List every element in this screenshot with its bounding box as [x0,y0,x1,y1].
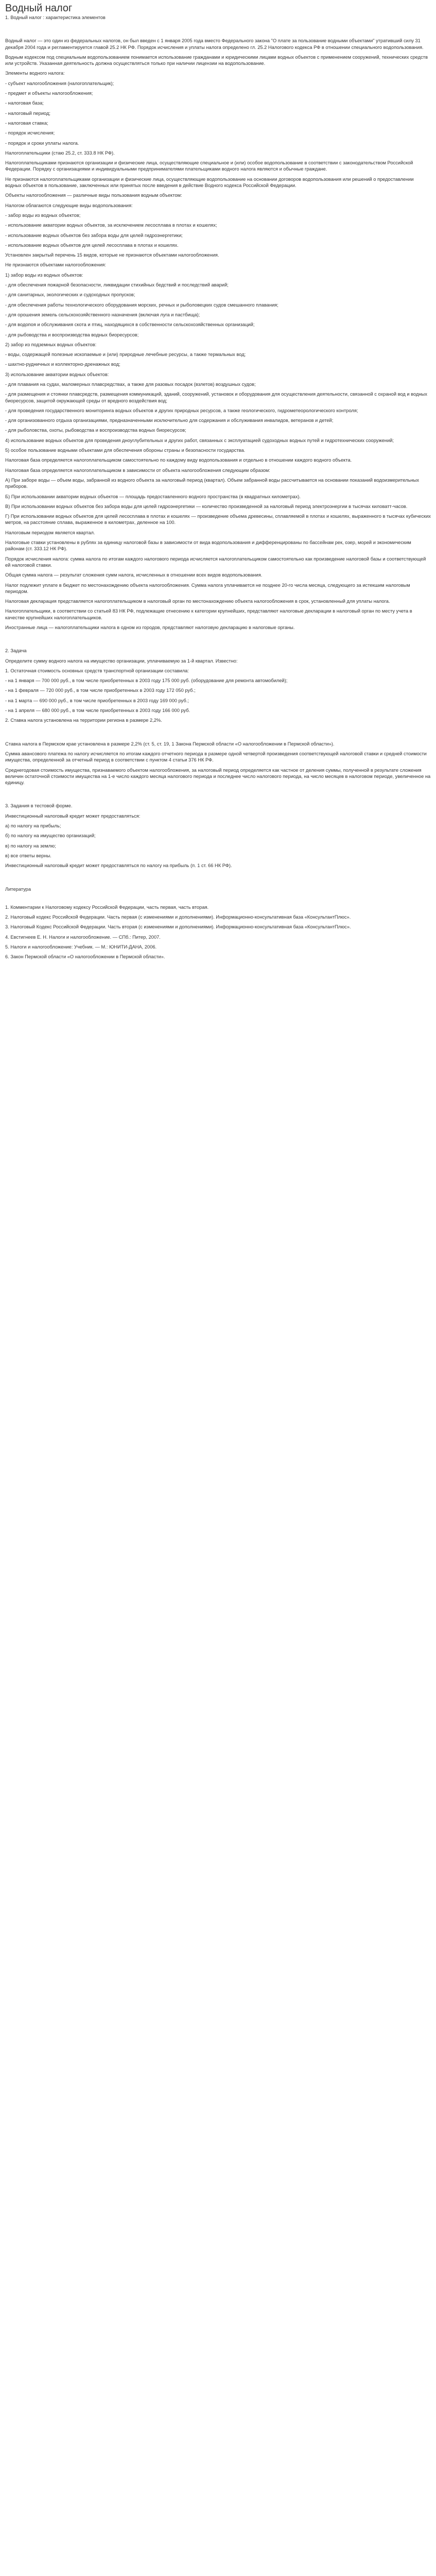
paragraph: Не признаются объектами налогообложения: [5,262,106,268]
paragraph: - на 1 февраля — 720 000 руб., в том числе приобретенных в 2003 году 172 050 руб.; [5,688,196,693]
paragraph: Установлен закрытый перечень 15 видов, которые не признаются объектами налогообложения. [5,252,219,258]
paragraph: - для санитарных, экологических и судоходных пропусков; [5,292,135,298]
paragraph: 4) использование водных объектов для проведения дноуглубительных и других работ, связанных с эксплуатацией судоходных водных путей и гидротехнических сооружений; [5,437,394,443]
paragraph: Определите сумму водного налога на имущество организации, уплачиваемую за 1-й квартал. Известно: [5,658,238,664]
paragraph: - забор воды из водных объектов; [5,212,81,218]
section-spacer [5,789,431,803]
paragraph: - использование водных объектов для целей лесосплава в плотах и кошелях. [5,242,179,248]
paragraph: Налогом облагаются следующие виды водопользования: [5,202,133,208]
paragraph: 2. Задача [5,648,27,654]
paragraph: Инвестиционный налоговый кредит может предоставляться по налогу на прибыль (п. 1 ст. 66 НК РФ). [5,863,232,869]
document-body [5,14,431,960]
paragraph: - предмет и объекты налогообложения; [5,91,93,96]
paragraph: 1) забор воды из водных объектов: [5,272,83,278]
paragraph: Налогоплательщики, в соответствии со статьей 83 НК РФ, подлежащие отнесению к категории крупнейших, представляют налоговые декларации в налоговый орган по месту учета в качестве крупнейших налогоплательщиков. [5,608,412,620]
paragraph: 2) забор из подземных водных объектов: [5,342,97,347]
paragraph: 2. Налоговый кодекс Российской Федерации. Часть первая (с изменениями и дополнениями). Информационно-консультативная база «КонсультантПлюс». [5,914,351,920]
paragraph: - для водопоя и обслуживания скота и птиц, находящихся в собственности сельскохозяйственных организаций; [5,322,255,328]
paragraph: Налоговая база определяется налогоплательщиком самостоятельно по каждому виду водопользования и отдельно в отношении каждого водного объекта. [5,457,352,463]
paragraph: - для рыболовства, охоты, рыбоводства и воспроизводства водных биоресурсов; [5,428,186,433]
paragraph: - порядок исчисления; [5,130,55,136]
paragraph: Водным кодексом под специальным водопользованием понимается использование гражданами и юридическими лицами водных объектов с применением сооружений, технических средств или устройств. Указанная деятельность должна осуществляться только при наличии лицензии на водопользование. [5,54,428,66]
paragraph: - для орошения земель сельскохозяйственного назначения (включая луга и пастбища); [5,312,200,317]
paragraph: - для проведения государственного мониторинга водных объектов и других природных ресурсов, а также геологического, гидрометеорологического контроля; [5,408,358,413]
paragraph: 4. Евстигнеев Е. Н. Налоги и налогообложение. — СПб.: Питер, 2007. [5,934,161,940]
paragraph: Налогоплательщиками признаются организации и физические лица, осуществляющие специальное и (или) особое водопользование в соответствии с законодательством Российской Федерации. Порядку с организациями и индивидуальными предпринимателями плательщиками водного налога являются и обычные граждане. [5,160,413,172]
page-title: Водный налог [5,3,73,14]
paragraph: Налогоплательщики (стаю 25.2, ст. 333.8 НК РФ). [5,150,115,156]
paragraph: 1. Водный налог : характеристика элементов [5,15,106,20]
paragraph: - на 1 марта — 690 000 руб., в том числе приобретенных в 2003 году 169 000 руб.; [5,698,189,703]
paragraph: Налоговая декларация представляется налогоплательщиком в налоговый орган по местонахождению объекта налогообложения в срок, установленный для уплаты налога. [5,599,390,604]
paragraph: в) все ответы верны. [5,853,51,858]
paragraph: 2. Ставка налога установлена на территории региона в размере 2,2%. [5,718,162,723]
paragraph: - субъект налогообложения (налогоплательщик); [5,80,114,86]
paragraph: - налоговая ставка; [5,120,48,126]
paragraph: 3) использование акватории водных объектов: [5,371,109,377]
paragraph: - порядок и сроки уплаты налога. [5,140,79,146]
page [0,0,436,960]
paragraph: Г) При использовании водных объектов для целей лесосплава в плотах и кошелях — произведение объема древесины, сплавляемой в плотах и кошелях, выраженного в тысячах кубических метров, на расстояние сплава, выраженное в километрах, деленное на 100. [5,514,431,526]
paragraph: - шахтно-рудничных и коллекторно-дренажных вод; [5,362,120,367]
paragraph: а) по налогу на прибыль; [5,823,61,829]
paragraph: - для обеспечения работы технологического оборудования морских, речных и рыболовецких судов смешанного плавания; [5,302,278,308]
paragraph: А) При заборе воды — объем воды, забранной из водного объекта за налоговый период (квартал). Объем забранной воды рассчитывается на основании показаний водоизмерительных приборов. [5,477,420,489]
paragraph: Водный налог — это один из федеральных налогов, он был введен с 1 января 2005 года вместо Федерального закона "О плате за пользование водными объектами" утративший силу 31 декабря 2004 года и регламентируется главой 25.2 НК РФ. Порядок исчисления и уплаты налога определено гл. 25.2 Налогового кодекса РФ в отношении специального водопользования. [5,38,424,50]
paragraph: Литература [5,886,31,892]
paragraph: 5. Налоги и налогообложение: Учебник. — М.: ЮНИТИ-ДАНА, 2006. [5,944,157,950]
paragraph: Инвестиционный налоговый кредит может предоставляться: [5,813,141,819]
paragraph: Ставка налога в Пермском крае установлена в размере 2,2% (ст. 5, ст. 19, 1 Закона Пермской области «О налогообложении в Пермской области»). [5,741,335,747]
paragraph: 3. Задания в тестовой форме. [5,803,73,809]
paragraph: Иностранные лица — налогоплательщики налога в одном из городов, представляют налоговую декларацию в налоговые органы. [5,625,295,630]
paragraph: - для рыбоводства и воспроизводства водных биоресурсов; [5,332,139,337]
paragraph: Порядок исчисления налога: сумма налога по итогам каждого налогового периода исчисляется налогоплательщиком самостоятельно как произведение налоговой базы и соответствующей ей налоговой ставки. [5,556,426,568]
paragraph: - воды, содержащей полезные ископаемые и (или) природные лечебные ресурсы, а также термальных вод; [5,352,246,358]
paragraph: - на 1 апреля — 680 000 руб., в том числе приобретенных в 2003 году 166 000 руб. [5,708,190,714]
paragraph: - использование водных объектов без забора воды для целей гидроэнергетики; [5,232,183,238]
paragraph: - налоговая база; [5,100,44,106]
paragraph: Среднегодовая стоимость имущества, признаваемого объектом налогообложения, за налоговый период определяется как частное от деления суммы, полученной в результате сложения величин остаточной стоимости имущества на 1-е число каждого месяца налогового периода и последнее число налогового периода, на число месяцев в налоговом периоде, увеличенное на единицу. [5,767,431,786]
paragraph: Не признаются налогоплательщиками организации и физические лица, осуществляющие водопользование на основании договоров водопользования или решений о предоставлении водных объектов в пользование, заключенных или принятых после введения в действие Водного кодекса Российской Федерации. [5,176,414,189]
paragraph: Элементы водного налога: [5,71,65,76]
paragraph: 5) особое пользование водными объектами для обеспечения обороны страны и безопасности государства. [5,448,246,453]
paragraph: Объекты налогообложения — различные виды пользования водным объектом: [5,193,182,198]
paragraph: Налоговая база определяется налогоплательщиком в зависимости от объекта налогообложения следующим образом: [5,467,270,473]
paragraph: б) по налогу на имущество организаций; [5,833,96,839]
paragraph: 1. Остаточная стоимость основных средств транспортной организации составила: [5,668,189,673]
paragraph: Общая сумма налога — результат сложения сумм налога, исчисленных в отношении всех видов водопользования. [5,572,263,578]
paragraph: - для плавания на судах, маломерных плавсредствах, а также для разовых посадок (взлетов) воздушных судов; [5,381,256,387]
section-spacer [5,24,431,38]
paragraph: 6. Закон Пермской области «О налогообложении в Пермской области». [5,954,165,960]
paragraph: - для обеспечения пожарной безопасности, ликвидации стихийных бедствий и последствий аварий; [5,282,229,288]
paragraph: в) по налогу на землю; [5,843,56,849]
paragraph: - налоговый период; [5,110,50,116]
paragraph: - для размещения и стоянки плавсредств, размещения коммуникаций, зданий, сооружений, установок и оборудования для осуществления деятельности, связанной с охраной вод и водных биоресурсов, защитой окружающей среды от вредного воздействия вод; [5,392,427,403]
paragraph: - для организованного отдыха организациями, предназначенными исключительно для содержания и обслуживания инвалидов, ветеранов и детей; [5,418,334,423]
paragraph: Налог подлежит уплате в бюджет по местонахождению объекта налогообложения. Сумма налога уплачивается не позднее 20-го числа месяца, следующего за истекшим налоговым периодом. [5,582,410,594]
paragraph: Налоговым периодом является квартал. [5,530,95,535]
paragraph: 1. Комментарии к Налоговому кодексу Российской Федерации, часть первая, часть вторая. [5,904,209,910]
paragraph: 3. Налоговый Кодекс Российской Федерации. Часть вторая (с изменениями и дополнениями). Информационно-консультативная база «КонсультантПлюс». [5,924,351,930]
paragraph: Сумма авансового платежа по налогу исчисляется по итогам каждого отчетного периода в размере одной четвертой произведения соответствующей налоговой ставки и средней стоимости имущества, определенной за отчетный период в соответствии с пунктом 4 статьи 376 НК РФ. [5,751,427,763]
section-spacer [5,727,431,741]
section-spacer [5,873,431,886]
paragraph: - на 1 января — 700 000 руб., в том числе приобретенных в 2003 году 175 000 руб. (оборудование для ремонта автомобилей); [5,678,288,684]
paragraph: Б) При использовании акватории водных объектов — площадь предоставленного водного пространства (в квадратных километрах). [5,494,301,499]
paragraph: В) При использовании водных объектов без забора воды для целей гидроэнергетики — количество произведенной за налоговый период электроэнергии в тысячах киловатт-часов. [5,503,408,509]
section-spacer [5,896,431,904]
paragraph: - использование акватории водных объектов, за исключением лесосплава в плотах и кошелях; [5,223,217,228]
paragraph: Налоговые ставки установлены в рублях за единицу налоговой базы в зависимости от вида водопользования и дифференцированы по бассейнам рек, озер, морей и экономическим районам (ст. 333.12 НК РФ). [5,540,411,552]
section-spacer [5,634,431,648]
